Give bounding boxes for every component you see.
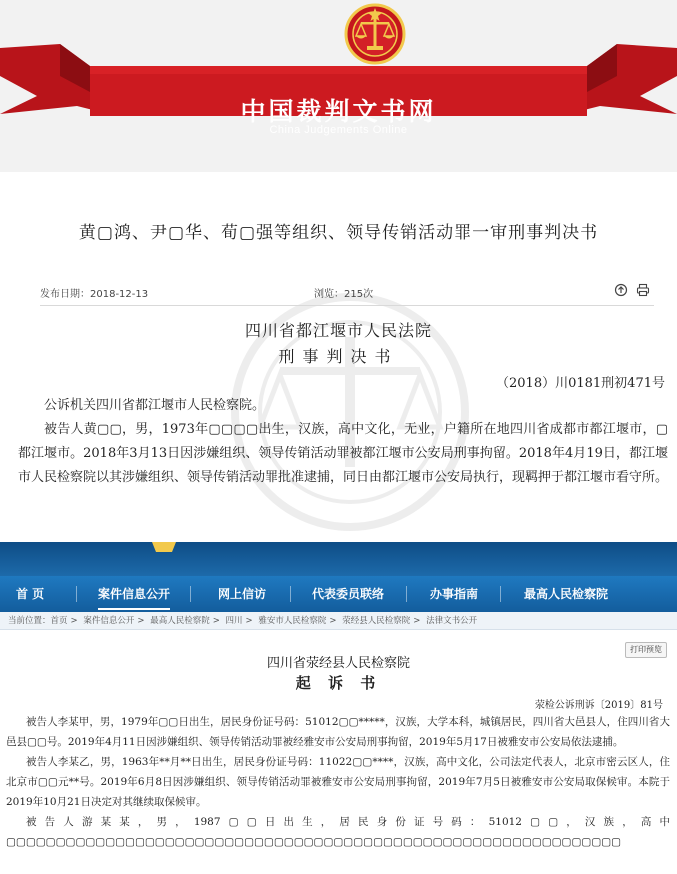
nav-representative-liaison[interactable]: 代表委员联络 [312,587,385,601]
breadcrumb: 当前位置：首页 > 案件信息公开 > 最高人民检察院 > 四川 > 雅安市人民检察院 > 荥经县人民检察院 > 法律文书公开 [0,612,677,630]
view-count: 浏览：215次 [314,289,374,300]
nav-online-petition[interactable]: 网上信访 [218,587,267,601]
print-icon[interactable] [636,283,650,297]
breadcrumb-item[interactable]: 荥经县人民检察院 [342,616,411,626]
document-type: 刑事判决书 [278,347,399,366]
breadcrumb-item[interactable]: 四川 [225,616,243,626]
nav-separator [290,586,291,602]
procuratorate-emblem-icon [150,542,178,554]
breadcrumb-item[interactable]: 案件信息公开 [83,616,135,626]
judgement-body [18,394,668,490]
site-title: 中国裁判文书网 [240,97,437,126]
nav-separator [76,586,77,602]
indictment-number: 荥检公诉刑诉〔2019〕81号 [534,700,663,711]
indictment-paragraph: 被告人李某甲，男，1979年▢▢日出生，居民身份证号码：51012▢▢*****，汉族，大学本科，城镇居民，四川省大邑县人，住四川省大邑县▢▢号。2019年4月11日因涉嫌组织、领导传销活动罪被经雅安市公安局刑事拘留，2019年5月17日被雅安市公安局依法逮捕。 [6,716,670,748]
nav-separator [406,586,407,602]
meta-divider [40,305,654,306]
procuratorate-header [0,542,677,576]
court-emblem-icon [344,2,406,66]
procuratorate-name: 四川省荥经县人民检察院 [266,656,410,671]
nav-separator [500,586,501,602]
nav-service-guide[interactable]: 办事指南 [430,587,479,601]
nav-home[interactable]: 首 页 [16,587,45,601]
judgement-title: 黄▢鸿、尹▢华、荀▢强等组织、领导传销活动罪一审刑事判决书 [78,223,599,243]
indictment-title: 起 诉 书 [295,674,382,692]
court-name: 四川省都江堰市人民法院 [244,321,432,340]
site-subtitle: China Judgements Online [269,124,408,136]
judgements-online-banner [0,0,677,172]
procuratorate-page [0,542,677,874]
breadcrumb-item[interactable]: 法律文书公开 [426,616,478,626]
nav-supreme-procuratorate[interactable]: 最高人民检察院 [524,587,609,601]
breadcrumb-item[interactable]: 雅安市人民检察院 [258,616,327,626]
judgement-document [0,172,677,542]
indictment-paragraph: 被告人李某乙，男，1963年**月**日出生，居民身份证号码：11022▢▢****，汉族，高中文化，公司法定代表人，北京市密云区人，住北京市▢▢元**号。2019年6月8日因涉嫌组织、领导传销活动罪被雅安市公安局刑事拘留，2019年7月5日被雅安市公安局取保候审。本院于2019年10月21日决定对其继续取保候审。 [6,756,670,808]
breadcrumb-item[interactable]: 最高人民检察院 [150,616,210,626]
indictment-body [6,712,670,852]
print-preview-button[interactable]: 打印预览 [625,642,667,658]
case-number: （2018）川0181刑初471号 [496,376,665,391]
indictment-paragraph: 被告人游某某，男，1987▢▢日出生，居民身份证号码：51012▢▢，汉族，高中▢▢▢▢▢▢▢▢▢▢▢▢▢▢▢▢▢▢▢▢▢▢▢▢▢▢▢▢▢▢▢▢▢▢▢▢▢▢▢▢▢▢▢▢▢▢▢▢▢▢▢▢▢▢▢▢▢▢▢▢▢▢ [6,816,670,848]
judgement-paragraph: 被告人黄▢▢，男，1973年▢▢▢▢出生，汉族，高中文化，无业，户籍所在地四川省成都市都江堰市，▢都江堰市。2018年3月13日因涉嫌组织、领导传销活动罪被都江堰市公安局刑事拘留。2018年4月19日，都江堰市人民检察院以其涉嫌组织、领导传销活动罪批准逮捕，同日由都江堰市公安局执行，现羁押于都江堰市看守所。 [18,422,669,485]
main-nav [0,576,677,612]
breadcrumb-item[interactable]: 当前位置：首页 [8,616,68,626]
document-actions [614,283,650,297]
document-meta [40,285,650,303]
publish-date: 发布日期：2018-12-13 [40,289,149,300]
nav-case-info[interactable]: 案件信息公开 [98,576,170,612]
judgement-paragraph: 公诉机关四川省都江堰市人民检察院。 [44,398,266,413]
share-icon[interactable] [614,283,628,297]
nav-separator [190,586,191,602]
